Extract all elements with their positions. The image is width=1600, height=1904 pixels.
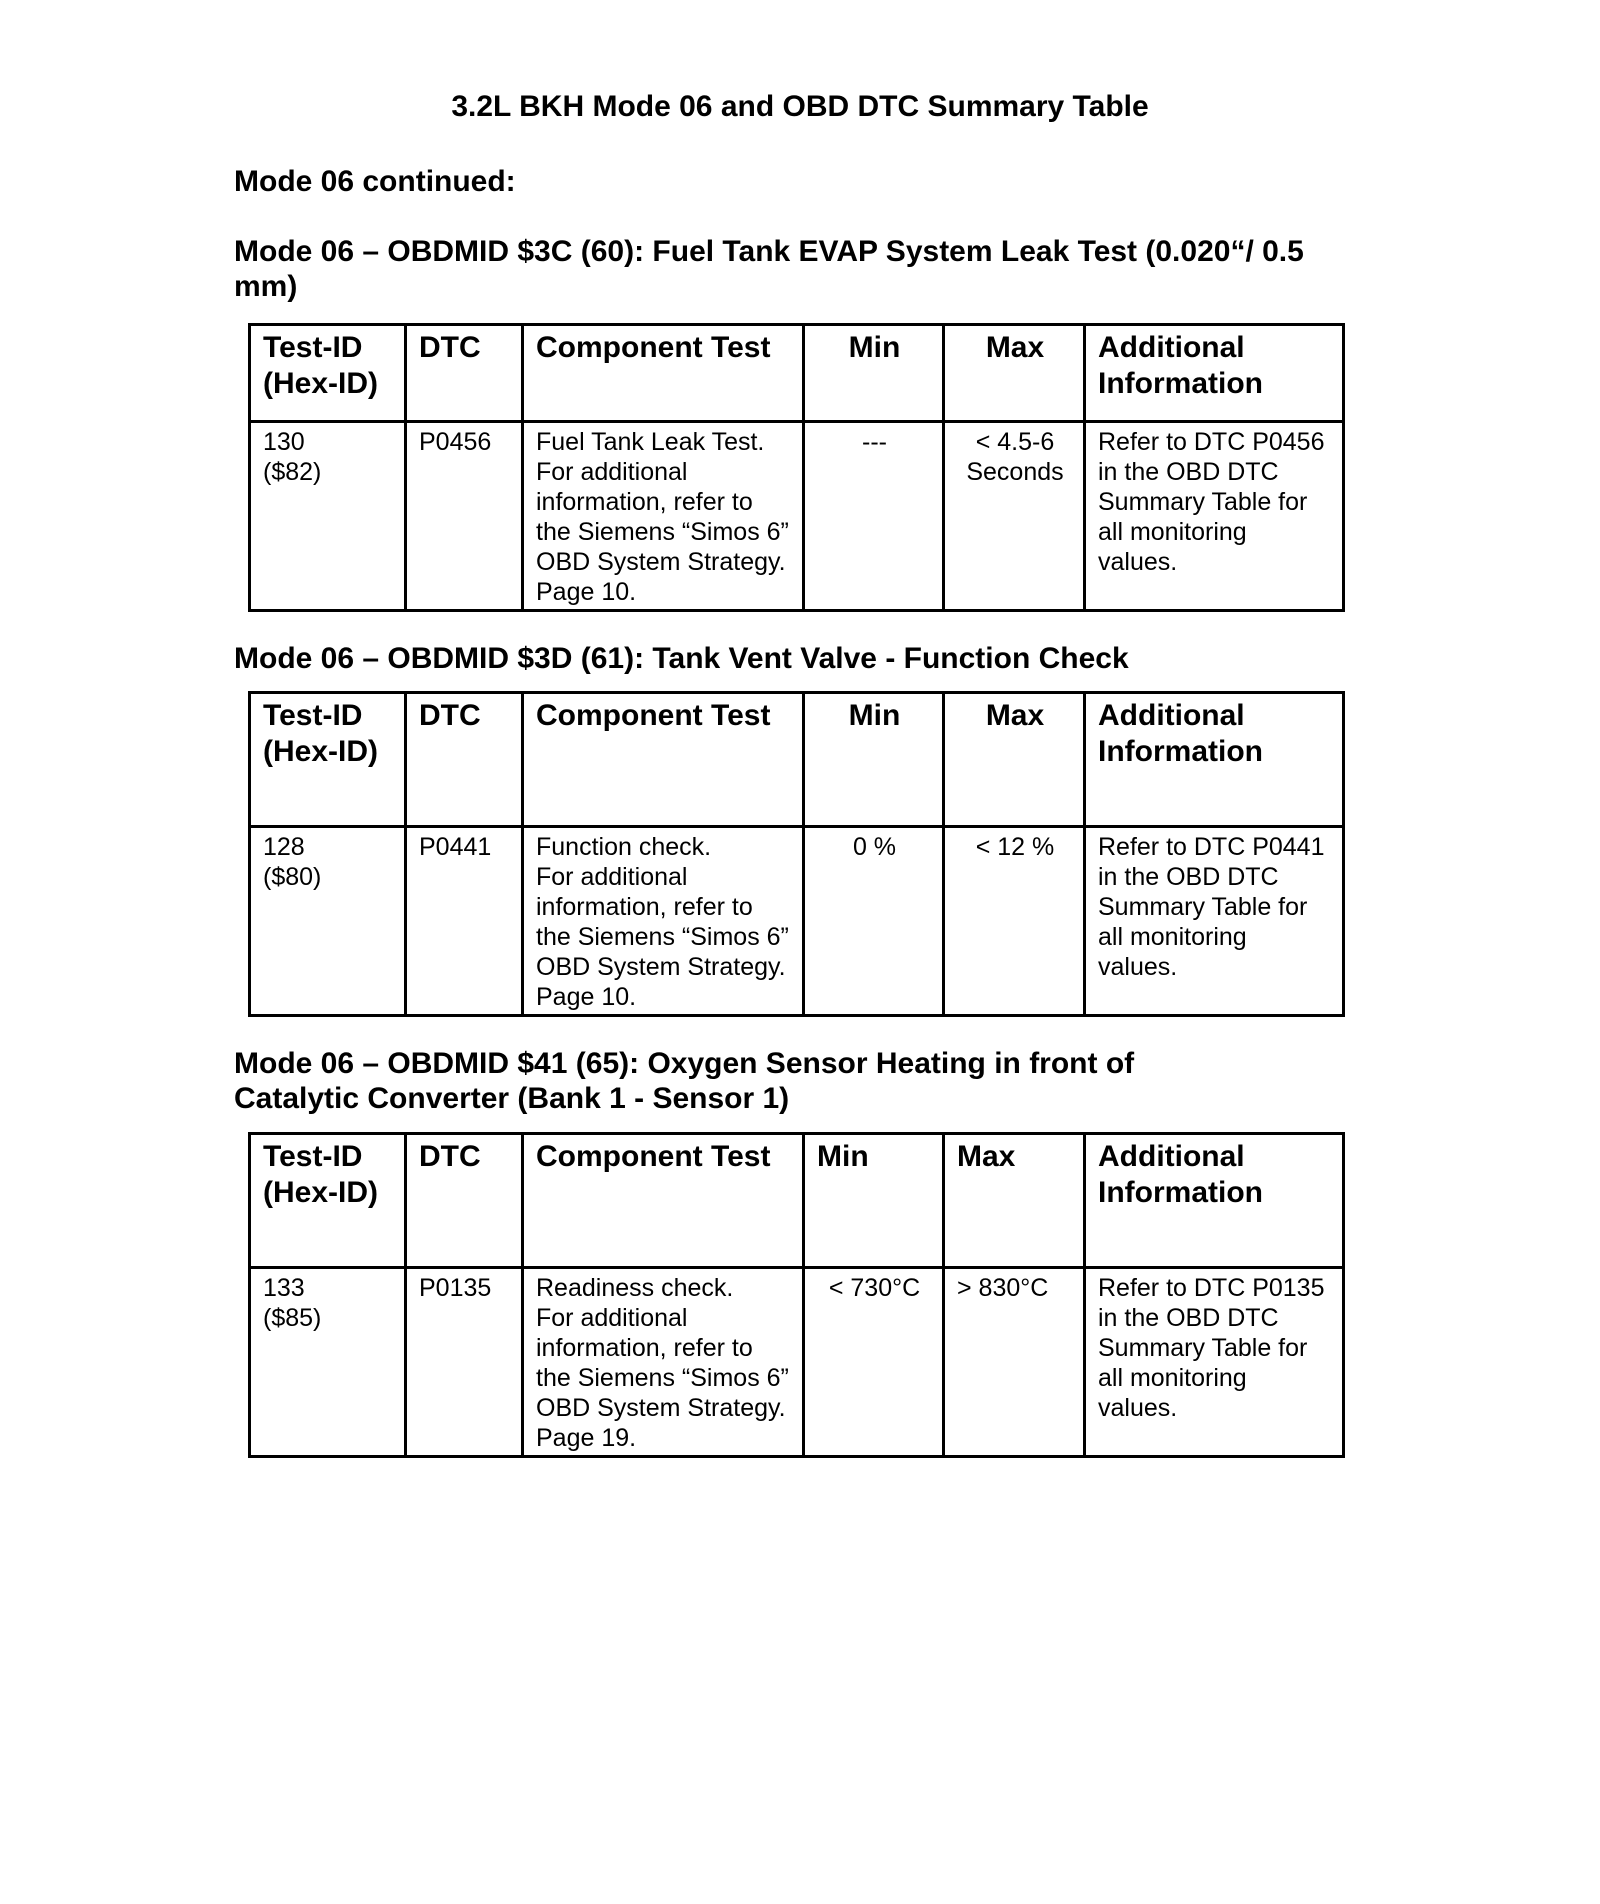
page-title: 3.2L BKH Mode 06 and OBD DTC Summary Table <box>451 90 1149 123</box>
cell-min: --- <box>804 422 944 611</box>
col-header-component-test: Component Test <box>523 1134 804 1268</box>
col-header-dtc: DTC <box>406 693 523 827</box>
col-header-additional-info: Additional Information <box>1085 1134 1344 1268</box>
mode06-table-3c <box>248 323 1345 612</box>
table-header-row <box>250 325 1344 422</box>
cell-dtc: P0135 <box>406 1268 523 1457</box>
col-header-max: Max <box>944 693 1085 827</box>
col-header-dtc: DTC <box>406 325 523 422</box>
cell-additional-info: Refer to DTC P0135 in the OBD DTC Summary Table for all monitoring values. <box>1085 1268 1344 1457</box>
mode06-table-41 <box>248 1132 1345 1458</box>
cell-dtc: P0456 <box>406 422 523 611</box>
table-row <box>250 422 1344 611</box>
col-header-max: Max <box>944 325 1085 422</box>
col-header-test-id: Test-ID (Hex-ID) <box>250 693 406 827</box>
cell-component-test: Function check. For additional information, refer to the Siemens “Simos 6” OBD System Strategy. Page 10. <box>523 827 804 1016</box>
cell-component-test: Fuel Tank Leak Test. For additional information, refer to the Siemens “Simos 6” OBD System Strategy. Page 10. <box>523 422 804 611</box>
cell-dtc: P0441 <box>406 827 523 1016</box>
section-heading-41: Mode 06 – OBDMID $41 (65): Oxygen Sensor Heating in front of Catalytic Converter (Bank 1 - Sensor 1) <box>234 1047 1135 1115</box>
col-header-min: Min <box>804 325 944 422</box>
cell-test-id: 128 ($80) <box>250 827 406 1016</box>
section-heading-3c: Mode 06 – OBDMID $3C (60): Fuel Tank EVAP System Leak Test (0.020“/ 0.5 mm) <box>234 235 1304 303</box>
table-row <box>250 1268 1344 1457</box>
col-header-max: Max <box>944 1134 1085 1268</box>
col-header-test-id: Test-ID (Hex-ID) <box>250 1134 406 1268</box>
cell-test-id: 130 ($82) <box>250 422 406 611</box>
col-header-test-id: Test-ID (Hex-ID) <box>250 325 406 422</box>
cell-min: < 730°C <box>804 1268 944 1457</box>
col-header-min: Min <box>804 1134 944 1268</box>
table-header-row <box>250 1134 1344 1268</box>
section-heading-3d: Mode 06 – OBDMID $3D (61): Tank Vent Valve - Function Check <box>234 642 1129 675</box>
cell-max: > 830°C <box>944 1268 1085 1457</box>
cell-max: < 4.5-6 Seconds <box>944 422 1085 611</box>
cell-component-test: Readiness check. For additional information, refer to the Siemens “Simos 6” OBD System Strategy. Page 19. <box>523 1268 804 1457</box>
table-row <box>250 827 1344 1016</box>
cell-min: 0 % <box>804 827 944 1016</box>
mode06-table-3d <box>248 691 1345 1017</box>
col-header-component-test: Component Test <box>523 693 804 827</box>
page-subtitle: Mode 06 continued: <box>234 165 516 198</box>
cell-additional-info: Refer to DTC P0441 in the OBD DTC Summary Table for all monitoring values. <box>1085 827 1344 1016</box>
col-header-additional-info: Additional Information <box>1085 325 1344 422</box>
table-header-row <box>250 693 1344 827</box>
cell-max: < 12 % <box>944 827 1085 1016</box>
col-header-dtc: DTC <box>406 1134 523 1268</box>
cell-test-id: 133 ($85) <box>250 1268 406 1457</box>
cell-additional-info: Refer to DTC P0456 in the OBD DTC Summary Table for all monitoring values. <box>1085 422 1344 611</box>
col-header-min: Min <box>804 693 944 827</box>
col-header-component-test: Component Test <box>523 325 804 422</box>
col-header-additional-info: Additional Information <box>1085 693 1344 827</box>
